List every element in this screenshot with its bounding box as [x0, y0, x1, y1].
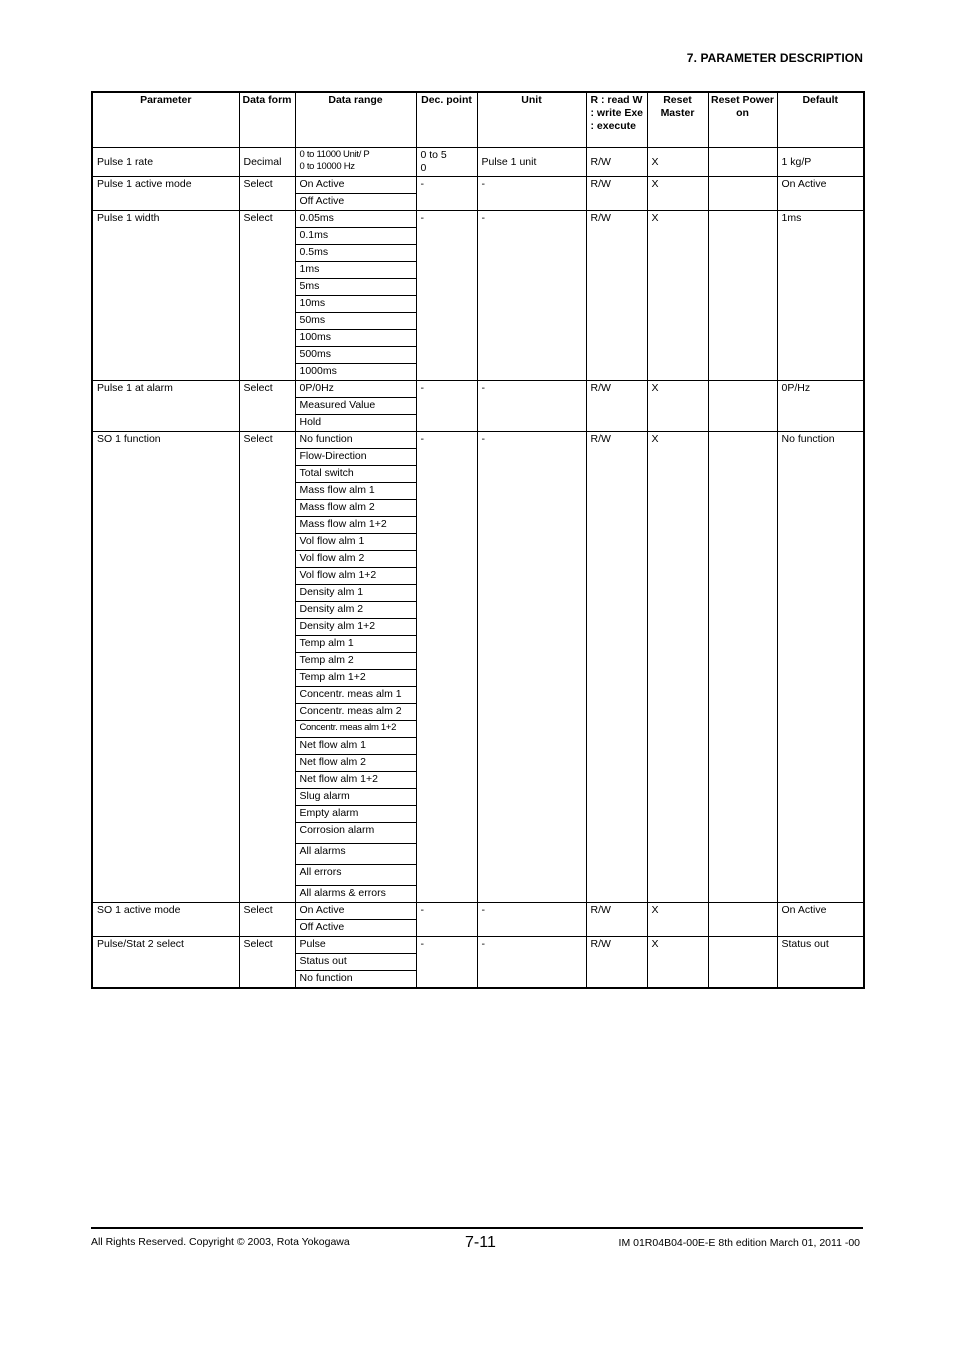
reset-power-on [708, 903, 777, 937]
data-range-option: 100ms [295, 330, 416, 347]
parameter-name: Pulse 1 active mode [92, 177, 239, 211]
reset-master: X [647, 903, 708, 937]
decimal-point: - [416, 177, 477, 211]
reset-power-on [708, 177, 777, 211]
access-mode: R/W [586, 937, 647, 989]
column-header: Dec. point [416, 92, 477, 148]
default-value: 0P/Hz [777, 381, 864, 432]
column-header: Data range [295, 92, 416, 148]
data-form: Select [239, 937, 295, 989]
data-range-option: No function [295, 971, 416, 989]
reset-power-on [708, 432, 777, 903]
data-form: Select [239, 177, 295, 211]
parameter-table [91, 91, 865, 989]
default-value: On Active [777, 177, 864, 211]
data-range-option: Off Active [295, 194, 416, 211]
data-form: Select [239, 381, 295, 432]
data-range-option: Corrosion alarm [295, 823, 416, 844]
data-range-option: 0.5ms [295, 245, 416, 262]
column-header: Reset Power on [708, 92, 777, 148]
decimal-point: - [416, 903, 477, 937]
reset-power-on [708, 148, 777, 177]
table-row [92, 177, 864, 194]
data-range-option: 10ms [295, 296, 416, 313]
unit: - [477, 937, 586, 989]
data-range-option: Temp alm 2 [295, 653, 416, 670]
column-header: Data form [239, 92, 295, 148]
parameter-name: Pulse 1 at alarm [92, 381, 239, 432]
data-range-option: Mass flow alm 1 [295, 483, 416, 500]
access-mode: R/W [586, 903, 647, 937]
default-value: On Active [777, 903, 864, 937]
data-range-option: Hold [295, 415, 416, 432]
footer-divider [91, 1227, 863, 1229]
reset-master: X [647, 381, 708, 432]
default-value: 1ms [777, 211, 864, 381]
decimal-point: - [416, 432, 477, 903]
access-mode: R/W [586, 381, 647, 432]
table-row [92, 381, 864, 398]
data-range-option: Slug alarm [295, 789, 416, 806]
data-range-option: 1ms [295, 262, 416, 279]
unit: - [477, 381, 586, 432]
reset-master: X [647, 148, 708, 177]
reset-master: X [647, 432, 708, 903]
data-range-option: 0P/0Hz [295, 381, 416, 398]
data-range-option: Measured Value [295, 398, 416, 415]
data-range-option: 1000ms [295, 364, 416, 381]
unit: - [477, 432, 586, 903]
data-range-option: 0 to 11000 Unit/ P 0 to 10000 Hz [295, 148, 416, 177]
data-range-option: Concentr. meas alm 2 [295, 704, 416, 721]
data-range-option: Empty alarm [295, 806, 416, 823]
parameter-name: Pulse 1 width [92, 211, 239, 381]
reset-power-on [708, 211, 777, 381]
default-value: No function [777, 432, 864, 903]
table-header-row [92, 92, 864, 148]
data-range-option: Vol flow alm 1+2 [295, 568, 416, 585]
data-range-option: On Active [295, 177, 416, 194]
data-range-option: 500ms [295, 347, 416, 364]
section-title: 7. PARAMETER DESCRIPTION [686, 51, 863, 65]
unit: Pulse 1 unit [477, 148, 586, 177]
table-row [92, 903, 864, 920]
decimal-point: - [416, 211, 477, 381]
column-header: Default [777, 92, 864, 148]
data-range-option: Temp alm 1+2 [295, 670, 416, 687]
column-header: Reset Master [647, 92, 708, 148]
parameter-name: SO 1 function [92, 432, 239, 903]
table-row [92, 432, 864, 449]
table-row [92, 148, 864, 177]
data-range-option: Vol flow alm 2 [295, 551, 416, 568]
data-range-option: Status out [295, 954, 416, 971]
data-range-option: On Active [295, 903, 416, 920]
data-range-option: Net flow alm 2 [295, 755, 416, 772]
data-form: Select [239, 903, 295, 937]
data-form: Decimal [239, 148, 295, 177]
footer-copyright: All Rights Reserved. Copyright © 2003, Rota Yokogawa [91, 1236, 350, 1248]
data-range-option: Pulse [295, 937, 416, 954]
data-range-option: Concentr. meas alm 1+2 [295, 721, 416, 738]
access-mode: R/W [586, 211, 647, 381]
reset-master: X [647, 937, 708, 989]
default-value: 1 kg/P [777, 148, 864, 177]
unit: - [477, 177, 586, 211]
data-range-option: 0.1ms [295, 228, 416, 245]
reset-master: X [647, 211, 708, 381]
table-row [92, 937, 864, 954]
data-range-option: All alarms [295, 844, 416, 865]
data-range-option: Density alm 2 [295, 602, 416, 619]
access-mode: R/W [586, 177, 647, 211]
decimal-point: 0 to 5 0 [416, 148, 477, 177]
data-range-option: Vol flow alm 1 [295, 534, 416, 551]
data-form: Select [239, 211, 295, 381]
data-range-option: 0.05ms [295, 211, 416, 228]
column-header: Unit [477, 92, 586, 148]
decimal-point: - [416, 381, 477, 432]
data-range-option: No function [295, 432, 416, 449]
default-value: Status out [777, 937, 864, 989]
data-range-option: All alarms & errors [295, 886, 416, 903]
table-body [92, 148, 864, 989]
page-number: 7-11 [465, 1234, 496, 1251]
parameter-name: Pulse/Stat 2 select [92, 937, 239, 989]
decimal-point: - [416, 937, 477, 989]
parameter-name: Pulse 1 rate [92, 148, 239, 177]
parameter-name: SO 1 active mode [92, 903, 239, 937]
footer-document-id: IM 01R04B04-00E-E 8th edition March 01, 2011 -00 [618, 1237, 860, 1249]
reset-power-on [708, 381, 777, 432]
data-range-option: Density alm 1 [295, 585, 416, 602]
data-range-option: Temp alm 1 [295, 636, 416, 653]
reset-power-on [708, 937, 777, 989]
data-range-option: Mass flow alm 2 [295, 500, 416, 517]
access-mode: R/W [586, 148, 647, 177]
data-range-option: Net flow alm 1 [295, 738, 416, 755]
data-range-option: Total switch [295, 466, 416, 483]
table-row [92, 211, 864, 228]
data-range-option: Off Active [295, 920, 416, 937]
data-range-option: Density alm 1+2 [295, 619, 416, 636]
data-range-option: 50ms [295, 313, 416, 330]
data-range-option: Flow-Direction [295, 449, 416, 466]
access-mode: R/W [586, 432, 647, 903]
column-header: R : read W : write Exe : execute [586, 92, 647, 148]
unit: - [477, 211, 586, 381]
column-header: Parameter [92, 92, 239, 148]
data-range-option: Net flow alm 1+2 [295, 772, 416, 789]
data-range-option: 5ms [295, 279, 416, 296]
data-range-option: Concentr. meas alm 1 [295, 687, 416, 704]
data-range-option: All errors [295, 865, 416, 886]
reset-master: X [647, 177, 708, 211]
unit: - [477, 903, 586, 937]
data-range-option: Mass flow alm 1+2 [295, 517, 416, 534]
data-form: Select [239, 432, 295, 903]
